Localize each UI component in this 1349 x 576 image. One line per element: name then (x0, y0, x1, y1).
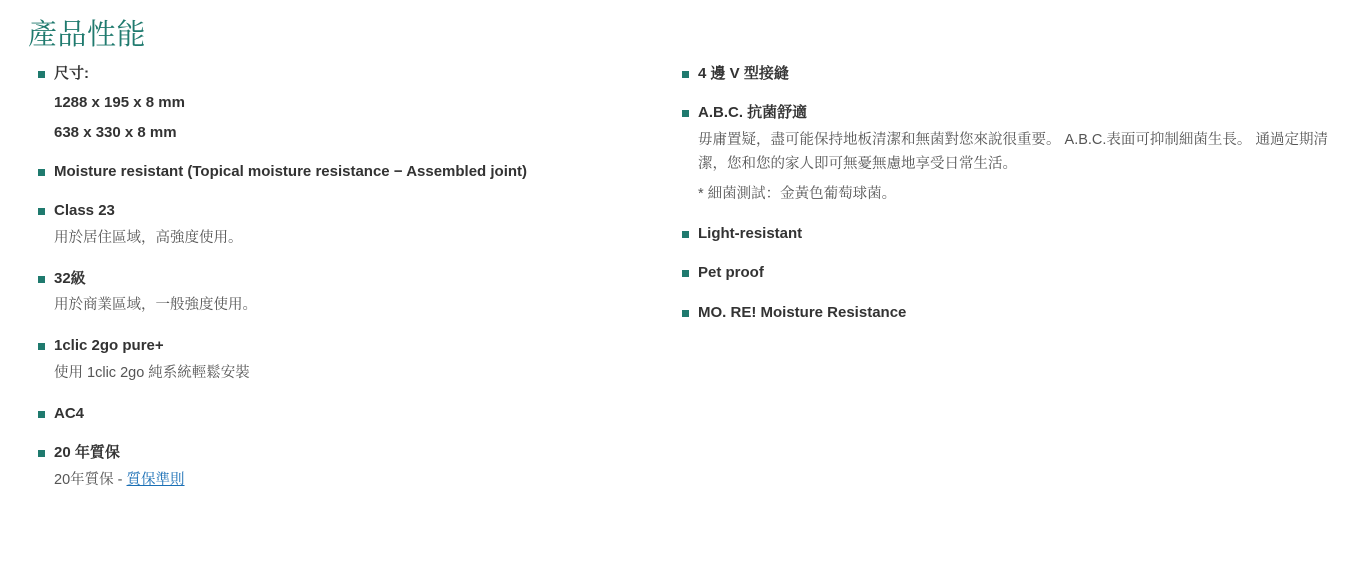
feature-title-moisture-resistant: Moisture resistant (Topical moisture resistance − Assembled joint) (54, 162, 528, 180)
feature-title-abc: A.B.C. 抗菌舒適 (698, 104, 808, 122)
feature-desc-1clic2go: 使用 1clic 2go 純系統輕鬆安裝 (54, 364, 250, 381)
feature-desc-class-32: 用於商業區域，一般強度使用。 (54, 297, 257, 314)
feature-title-warranty: 20 年質保 (54, 444, 120, 462)
features-columns (0, 63, 1349, 510)
feature-title-light-resistant: Light-resistant (698, 224, 803, 242)
feature-desc-warranty (54, 469, 660, 493)
feature-list-left (28, 63, 660, 493)
warranty-text: 20年質保 - (54, 471, 127, 488)
feature-title-pet-proof: Pet proof (698, 264, 764, 282)
page-title: 產品性能 (28, 19, 147, 51)
feature-title-v-groove: 4 邊 V 型接縫 (698, 64, 789, 82)
warranty-guidelines-link[interactable]: 質保準則 (126, 471, 185, 488)
feature-note-abc: * 細菌測試：金黃色葡萄球菌。 (698, 185, 897, 202)
list-item (28, 63, 660, 144)
feature-title-class-23: Class 23 (54, 202, 115, 220)
feature-dimension-1: 1288 x 195 x 8 mm (54, 94, 185, 112)
list-item (672, 102, 1340, 206)
list-item (672, 63, 1340, 86)
features-column-left (0, 63, 660, 510)
list-item (672, 302, 1340, 325)
feature-title-dimensions: 尺寸: (54, 64, 89, 82)
feature-desc-abc: 毋庸置疑，盡可能保持地板清潔和無菌對您來說很重要。 A.B.C.表面可抑制細菌生長。 通過定期清潔，您和您的家人即可無憂無慮地享受日常生活。 (698, 131, 1328, 172)
list-item (28, 442, 660, 492)
list-item (28, 335, 660, 385)
feature-desc-class-23: 用於居住區域，高強度使用。 (54, 229, 243, 246)
list-item (672, 262, 1340, 285)
list-item (28, 161, 660, 184)
feature-title-ac4: AC4 (54, 404, 85, 422)
feature-title-1clic2go: 1clic 2go pure+ (54, 337, 164, 355)
list-item (28, 268, 660, 318)
list-item (28, 403, 660, 426)
list-item (672, 223, 1340, 246)
list-item (28, 200, 660, 250)
feature-title-class-32: 32級 (54, 269, 86, 287)
features-column-right (660, 63, 1340, 342)
feature-dimension-2: 638 x 330 x 8 mm (54, 123, 177, 141)
feature-title-moisture-resistance: MO. RE! Moisture Resistance (698, 303, 907, 321)
feature-list-right (672, 63, 1340, 325)
